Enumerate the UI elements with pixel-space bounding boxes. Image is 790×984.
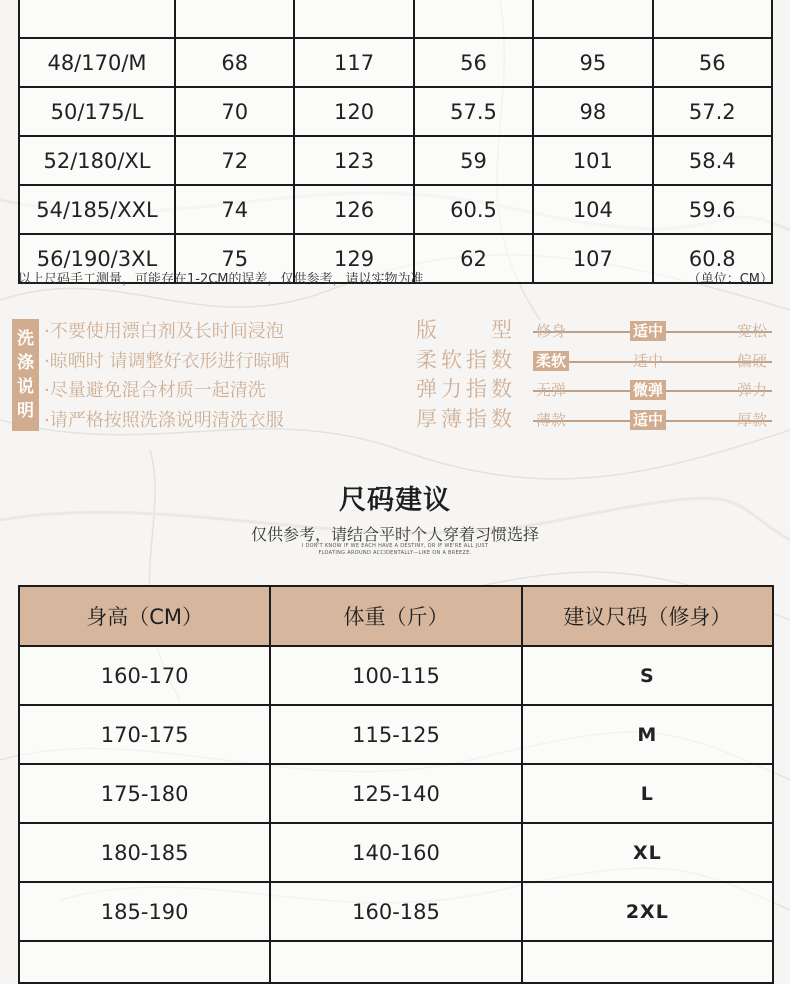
table-cell: 129: [294, 234, 413, 283]
table-cell: 180-185: [19, 823, 270, 882]
table-cell: 123: [294, 136, 413, 185]
property-label-char: 指: [466, 406, 487, 431]
property-label: [416, 405, 512, 435]
size-cell: M: [522, 705, 773, 764]
table-cell: 62: [414, 234, 533, 283]
wash-instructions-tag: [12, 319, 39, 431]
property-label-char: 柔: [416, 347, 437, 372]
size-suggestion-table: [18, 585, 774, 984]
table-cell: 160-170: [19, 646, 270, 705]
size-cell: S: [522, 646, 773, 705]
table-cell: 68: [175, 38, 294, 87]
property-label: [416, 375, 512, 405]
property-option: 薄款: [536, 410, 567, 429]
table-row: [19, 941, 773, 983]
unit-note: （单位：CM）: [687, 272, 773, 287]
table-cell: 60.8: [653, 234, 772, 283]
table-cell: 60.5: [414, 185, 533, 234]
table-cell: 140-160: [270, 823, 521, 882]
table-row: [19, 705, 773, 764]
property-label: [416, 346, 512, 376]
property-label-char: 力: [441, 377, 462, 401]
property-label-char: 数: [491, 406, 512, 431]
property-label-char: 弹: [416, 377, 437, 401]
table-cell: [294, 0, 413, 38]
table-cell: 56/190/3XL: [19, 234, 175, 283]
decorative-quote: [0, 543, 790, 557]
measurement-note: 以上尺码手工测量，可能存在1-2CM的误差，仅供参考，请以实物为准: [18, 272, 424, 287]
property-option-selected: 微弹: [630, 380, 666, 400]
size-suggestion-title: 尺码建议: [339, 485, 451, 516]
table-cell: 72: [175, 136, 294, 185]
property-option: 宽松: [737, 322, 768, 340]
fabric-properties: [416, 316, 776, 434]
table-cell: 126: [294, 185, 413, 234]
table-cell: 54/185/XXL: [19, 185, 175, 234]
table-cell: 95: [533, 38, 652, 87]
property-row: [416, 375, 776, 405]
property-row: [416, 405, 776, 435]
table-cell: [653, 0, 772, 38]
table-row: [19, 185, 772, 234]
wash-instructions-list: [44, 317, 289, 435]
table-header-row: [19, 586, 773, 646]
table-cell: [270, 941, 521, 983]
table-cell: 58.4: [653, 136, 772, 185]
table-cell: 59.6: [653, 185, 772, 234]
table-row: [19, 823, 773, 882]
table-row: [19, 0, 772, 38]
wash-item: ·不要使用漂白剂及长时间浸泡: [44, 321, 284, 342]
property-label-char: 软: [441, 347, 462, 372]
table-row: [19, 38, 772, 87]
size-suggestion-subtitle: 仅供参考，请结合平时个人穿着习惯选择: [250, 525, 539, 544]
table-row: [19, 646, 773, 705]
table-cell: 98: [533, 87, 652, 136]
property-option: 修身: [536, 322, 567, 340]
table-cell: 104: [533, 185, 652, 234]
wash-tag-char: 明: [17, 401, 34, 421]
header-size: 建议尺码（修身）: [522, 586, 773, 646]
size-measurement-table: [18, 0, 773, 284]
quote-line: I DON'T KNOW IF WE EACH HAVE A DESTINY, OR IF WE'RE ALL JUST: [301, 543, 489, 549]
property-option: 厚款: [737, 410, 768, 429]
table-cell: 185-190: [19, 882, 270, 941]
size-cell: 2XL: [522, 882, 773, 941]
table-cell: 57.2: [653, 87, 772, 136]
table-cell: 59: [414, 136, 533, 185]
property-option: 无弹: [536, 381, 567, 399]
property-label-char: 指: [466, 347, 487, 372]
size-cell: XL: [522, 823, 773, 882]
property-label-char: 数: [491, 347, 512, 372]
table-cell: 56: [653, 38, 772, 87]
table-cell: 101: [533, 136, 652, 185]
table-cell: 160-185: [270, 882, 521, 941]
property-option: 弹力: [737, 381, 768, 399]
table-cell: 115-125: [270, 705, 521, 764]
wash-tag-char: 洗: [17, 329, 34, 349]
wash-item: ·晾晒时 请调整好衣形进行晾晒: [44, 350, 290, 372]
quote-line: FLOATING AROUND ACCIDENTALLY—LIKE ON A BREEZE.: [318, 550, 472, 556]
table-cell: 117: [294, 38, 413, 87]
wash-tag-char: 涤: [17, 353, 34, 373]
table-cell: 50/175/L: [19, 87, 175, 136]
property-option-selected: 适中: [630, 321, 666, 341]
table-cell: [19, 941, 270, 983]
table-cell: 57.5: [414, 87, 533, 136]
table-cell: 70: [175, 87, 294, 136]
table-row: [19, 136, 772, 185]
property-label-char: 厚: [416, 406, 437, 431]
property-option-selected: 柔软: [533, 351, 569, 371]
wash-tag-char: 说: [17, 377, 34, 397]
property-label: [416, 316, 512, 346]
table-row: [19, 764, 773, 823]
size-cell: [522, 941, 773, 983]
table-cell: 75: [175, 234, 294, 283]
property-row: [416, 346, 776, 376]
table-cell: 74: [175, 185, 294, 234]
property-option-selected: 适中: [630, 410, 666, 430]
table-cell: [175, 0, 294, 38]
table-row: [19, 882, 773, 941]
table-cell: 107: [533, 234, 652, 283]
property-label-char: 数: [491, 377, 512, 401]
table-cell: 100-115: [270, 646, 521, 705]
table-cell: 56: [414, 38, 533, 87]
size-cell: L: [522, 764, 773, 823]
table-cell: 52/180/XL: [19, 136, 175, 185]
table-cell: [414, 0, 533, 38]
table-cell: 175-180: [19, 764, 270, 823]
property-option: 适中: [633, 351, 664, 370]
property-row: [416, 316, 776, 346]
header-height: 身高（CM）: [19, 586, 270, 646]
table-cell: [19, 0, 175, 38]
property-label-char: 型: [491, 318, 512, 342]
table-cell: 125-140: [270, 764, 521, 823]
wash-item: ·尽量避免混合材质一起清洗: [44, 380, 266, 401]
table-row: [19, 87, 772, 136]
table-cell: 48/170/M: [19, 38, 175, 87]
header-weight: 体重（斤）: [270, 586, 521, 646]
property-label-char: 薄: [441, 406, 462, 431]
property-option: 偏硬: [737, 351, 768, 370]
property-label-char: 指: [466, 377, 487, 401]
table-cell: 170-175: [19, 705, 270, 764]
table-cell: 120: [294, 87, 413, 136]
wash-item: ·请严格按照洗涤说明清洗衣服: [44, 409, 284, 431]
table-cell: [533, 0, 652, 38]
property-label-char: 版: [416, 318, 437, 342]
